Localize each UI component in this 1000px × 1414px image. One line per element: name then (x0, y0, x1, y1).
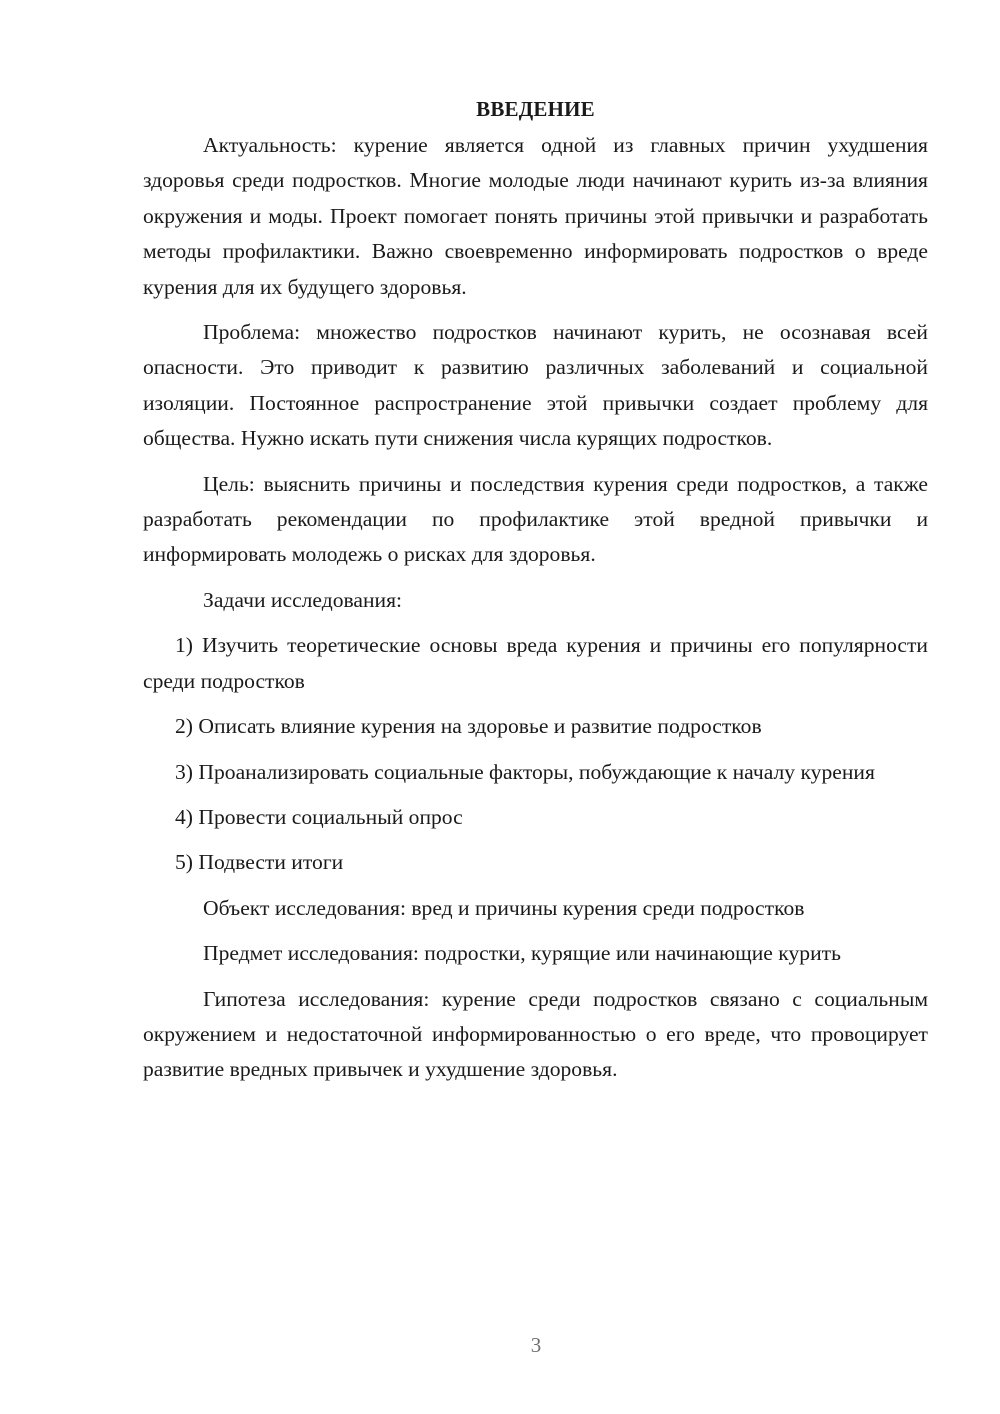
task-item-3: 3) Проанализировать социальные факторы, побуждающие к началу курения (175, 759, 875, 784)
object-paragraph: Объект исследования: вред и причины курения среди подростков (203, 895, 805, 920)
document-page (143, 92, 928, 1098)
task-item-2: 2) Описать влияние курения на здоровье и развитие подростков (175, 714, 762, 739)
subject-paragraph: Предмет исследования: подростки, курящие или начинающие курить (203, 941, 841, 966)
hypothesis-paragraph: Гипотеза исследования: курение среди подростков связано с социальным окружением и недостаточной информированностью о его вреде, что провоцирует развитие вредных привычек и ухудшение здоровья. (143, 986, 928, 1082)
task-item-1: 1) Изучить теоретические основы вреда курения и причины его популярности среди подростков (143, 633, 928, 693)
task-item-4: 4) Провести социальный опрос (175, 804, 463, 829)
page-number: 3 (530, 1333, 542, 1357)
goal-paragraph: Цель: выяснить причины и последствия курения среди подростков, а также разработать рекомендации по профилактике этой вредной привычки и информировать молодежь о рисках для здоровья. (143, 471, 928, 567)
page-title: ВВЕДЕНИЕ (476, 97, 595, 121)
task-item-5: 5) Подвести итоги (175, 850, 344, 875)
relevance-paragraph: Актуальность: курение является одной из главных причин ухудшения здоровья среди подростков. Многие молодые люди начинают курить из-за влияния окружения и моды. Проект помогает понять причины этой привычки и разработать методы профилактики. Важно своевременно информировать подростков о вреде курения для их будущего здоровья. (143, 133, 928, 299)
problem-paragraph: Проблема: множество подростков начинают курить, не осознавая всей опасности. Это приводит к развитию различных заболеваний и социальной изоляции. Постоянное распространение этой привычки создает проблему для общества. Нужно искать пути снижения числа курящих подростков. (143, 320, 928, 451)
tasks-title: Задачи исследования: (203, 587, 403, 612)
